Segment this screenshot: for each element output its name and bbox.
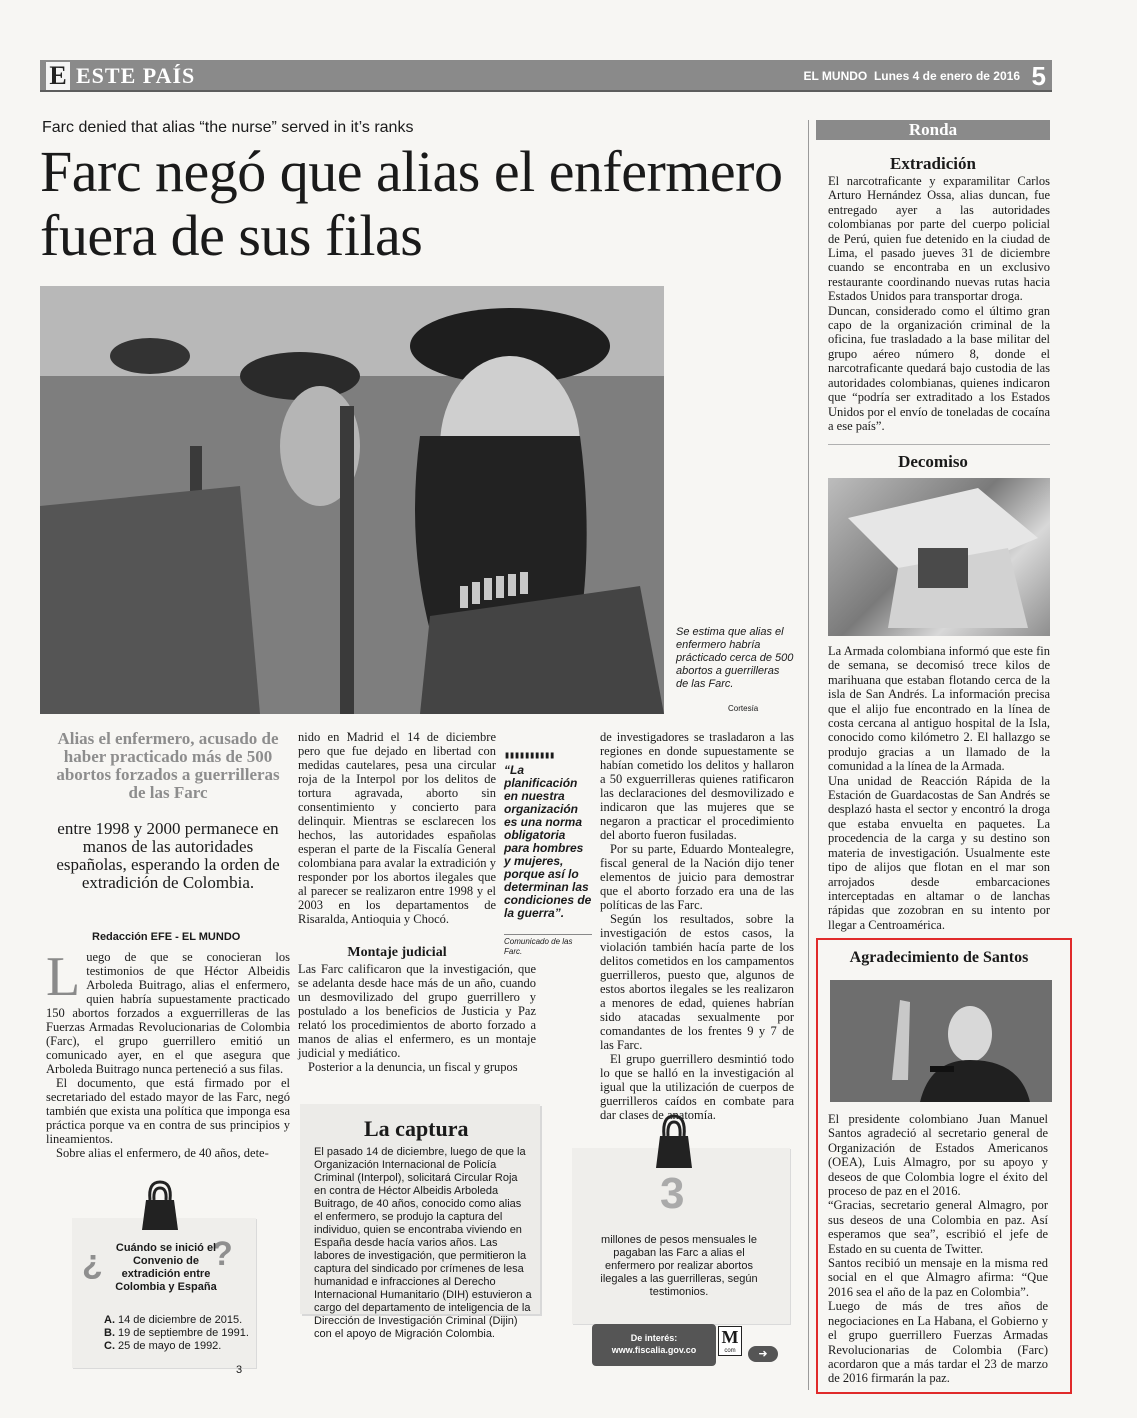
quote-ornament: ▮▮▮▮▮▮▮▮▮▮	[504, 750, 555, 761]
article-paragraph: nido en Madrid el 14 de diciembre pero que fue dejado en libertad con medidas cautelares, pesa una circular roja de la Interpol por los delitos de tortura agravada, aborto sin consentimiento y concierto para delinquir. Mientras se esclarecen los hechos, las autoridades españolas esperan el parte de la Fiscalía General colombiana para avalar la extradición y responder por los abortos ilegales que al parecer se realizaron entre 1998 y el 2003 en los departamentos de Risaralda, Antioquia y Chocó.	[298, 730, 496, 926]
article-paragraph: Posterior a la denuncia, un fiscal y grupos	[308, 1060, 518, 1074]
article-deck: entre 1998 y 2000 permanece en manos de las autoridades españolas, esperando la orden de extradición de Colombia.	[56, 819, 280, 892]
package-illustration	[828, 478, 1050, 636]
santos-photo	[830, 980, 1052, 1102]
article-paragraph: Por su parte, Eduardo Montealegre, fiscal general de la Nación dijo tener elementos de juicio para demostrar que el aborto forzado era una de las políticas de las Farc.	[600, 842, 794, 912]
santos-text	[828, 1112, 1048, 1386]
side-paragraph: El presidente colombiano Juan Manuel Santos agradeció al secretario general de Organización de Estados Americanos (OEA), Luis Almagro, por su apoyo y deseos de que Colombia logre el éxito del proceso de paz en el 2016.	[828, 1112, 1048, 1199]
article-photo	[40, 286, 664, 714]
article-paragraph: El grupo guerrillero desmintió todo lo que se halló en la investigación al igual que la utilización de cuerpos de guerrilleros caídos en combate para dar clases de anatomía.	[600, 1052, 794, 1122]
byline: Redacción EFE - EL MUNDO	[92, 931, 241, 943]
decomiso-text	[828, 644, 1050, 932]
santos-title: Agradecimiento de Santos	[849, 949, 1029, 966]
side-paragraph: Una unidad de Reacción Rápida de la Estación de Guardacostas de San Andrés se desplazó hasta el sector y encontró la droga que estaba envuelta en paquetes. La procedencia de la carga y su destino son materia de investigación. Usualmente este tipo de alijos que flotan en el mar son arrojados desde embarcaciones interceptadas en altamar o de lanchas rápidas que zozobran en su intento por llegar a Centroamérica.	[828, 773, 1050, 932]
interest-link[interactable]	[592, 1324, 716, 1366]
article-column-2	[298, 730, 496, 926]
article-column-2b	[298, 962, 536, 1074]
pull-quote	[504, 750, 592, 920]
pull-quote-text: “La planificación en nuestra organización es una norma obligatoria para hombres y mujeres, porque así lo determinan las condiciones de la guerra”.	[504, 763, 592, 920]
question-mark-close-icon: ?	[212, 1235, 233, 1273]
quiz-question: Cuándo se inició el Convenio de extradición entre Colombia y España	[115, 1242, 217, 1293]
quiz-option: B. 19 de septiembre de 1991.	[104, 1327, 249, 1339]
article-column-3	[600, 730, 794, 1122]
side-paragraph: Santos recibió un mensaje en la misma red social en el que Almagro afirma: “Que 2016 sea el año de la paz en Colombia”.	[828, 1256, 1048, 1299]
side-paragraph: El narcotraficante y exparamilitar Carlos Arturo Hernández Ossa, alias duncan, fue entregado ayer a las autoridades colombianas por parte del cuerpo policial de Perú, quien fue detenido en la ciudad de Lima, el pasado jueves 31 de diciembre cuando se encontraba en un exclusivo restaurante coordinando nuevas rutas hacia Estados Unidos para transportar droga.	[828, 174, 1050, 304]
article-headline: Farc negó que alias el enfermero fuera de sus filas	[40, 139, 783, 268]
masthead	[40, 60, 1052, 92]
interest-url[interactable]: www.fiscalia.gov.co	[611, 1345, 697, 1355]
extradicion-text	[828, 174, 1050, 433]
extradicion-title: Extradición	[890, 154, 976, 173]
article-paragraph: de investigadores se trasladaron a las regiones en donde supuestamente se habían cometido los delitos y hallaron a 50 exguerrilleras quienes ratificaron las declaraciones del desmovilizado e indicaron que las mujeres que se negaron a practicar el procedimiento del aborto fueron fusiladas.	[600, 730, 794, 842]
article-kicker: Farc denied that alias “the nurse” served in it’s ranks	[42, 119, 414, 136]
masthead-meta	[803, 68, 1020, 84]
photo-illustration	[40, 286, 664, 714]
section-divider	[828, 444, 1050, 445]
page-number: 5	[1031, 61, 1046, 91]
ronda-header: Ronda	[816, 120, 1050, 140]
section-logo: E	[46, 62, 70, 90]
captura-title: La captura	[364, 1116, 469, 1141]
column-divider	[808, 120, 809, 1390]
drop-cap: L	[46, 946, 81, 1008]
stat-number: 3	[660, 1169, 685, 1218]
logo-letter: M	[721, 1327, 739, 1347]
portrait-illustration	[830, 980, 1052, 1102]
binder-clip-icon	[138, 1176, 182, 1232]
interest-label: De interés:	[630, 1333, 678, 1343]
side-paragraph: Duncan, considerado como el último gran capo de la organización criminal de la oficina, fue trasladado a la base militar del grupo aéreo número 8, donde el narcotraficante quedará bajo custodia de las autoridades colombianas, quienes indicaron que “podría ser extraditado a los Estados Unidos por el envío de toneladas de cocaína a ese país”.	[828, 303, 1050, 433]
section-name: ESTE PAÍS	[76, 63, 196, 88]
binder-clip-icon	[652, 1110, 696, 1170]
decomiso-title: Decomiso	[898, 452, 968, 471]
photo-caption: Se estima que alias el enfermero habría prácticado cerca de 500 abortos a guerrilleras de las Farc.	[676, 626, 794, 690]
article-paragraph: Sobre alias el enfermero, de 40 años, dete-	[56, 1146, 269, 1160]
paper-name: EL MUNDO	[803, 69, 868, 83]
quiz-option: C. 25 de mayo de 1992.	[104, 1340, 222, 1352]
quiz-options	[104, 1314, 249, 1353]
issue-date: Lunes 4 de enero de 2016	[873, 69, 1020, 83]
captura-body: El pasado 14 de diciembre, luego de que la Organización Internacional de Policía Criminal (Interpol), solicitará Circular Roja en contra de Héctor Albeidis Arboleda Buitrago, de 40 años, conocido como alias el enfermero, se produjo la captura del individuo, quien se encontraba viviendo en España desde hacía varios años. Las labores de investigación, que permitieron la captura del sindicado por crímenes de lesa humanidad e infracciones al Derecho Internacional Humanitario (DIH) estuvieron a cargo del departamento de inteligencia de la Dirección de Investigación Criminal (Dijin) con el apoyo de Migración Colombia.	[314, 1146, 532, 1340]
pull-quote-source: Comunicado de las Farc.	[504, 934, 592, 957]
logo-sub: com	[724, 1348, 736, 1354]
article-paragraph: Las Farc calificaron que la investigación, que se adelanta desde hace más de un año, cuando un desmovilizado del grupo guerrillero y postulado a los beneficios de Justicia y Paz relató los procedimientos de aborto forzado a manos de alias el enfermero, es un montaje judicial y mediático.	[298, 962, 536, 1060]
decomiso-photo	[828, 478, 1050, 636]
quiz-option: A. 14 de diciembre de 2015.	[104, 1314, 243, 1326]
stat-text: millones de pesos mensuales le pagaban las Farc a alias el enfermero por realizar abortos ilegales a las guerrilleras, según testimonios.	[600, 1234, 758, 1298]
photo-credit: Cortesía	[728, 704, 759, 713]
article-paragraph: uego de que se conocieran los testimonios de que Héctor Albeidis Arboleda Buitrago, alias el enfermero, quien habría supuestamente practicado 150 abortos forzados a exguerrilleras de las Fuerzas Armadas Revolucionarias de Colombia (Farc), el grupo guerrillero emitió un comunicado ayer, en el que asegura que Arboleda Buitrago nunca perteneció a sus filas.	[46, 950, 290, 1076]
side-paragraph: La Armada colombiana informó que este fin de semana, se decomisó trece kilos de marihuana que estaban flotando cerca de la isla de San Andrés. La información precisa que el alijo fue encontrado en la línea de costa cercana al antiguo hospital de la Isla, conocido como kilómetro 2. El hallazgo se produjo gracias a un llamado de la comunidad a la línea de la Armada.	[828, 644, 1050, 774]
el-mundo-logo	[718, 1326, 742, 1356]
article-paragraph: El documento, que está firmado por el secretariado del estado mayor de las Farc, negó también que exista una política que imponga esa práctica porque va en contra de sus principios y lineamientos.	[46, 1076, 290, 1146]
article-deck-highlight: Alias el enfermero, acusado de haber practicado más de 500 abortos forzados a guerrilleras de las Farc	[56, 729, 280, 802]
article-paragraph: Según los resultados, sobre la investigación de estos casos, la violación también hacía parte de los delitos cometidos en los campamentos guerrilleros, puesto que, algunos de estos abortos ilegales se les realizaron a menores de edad, quienes habrían sido atacadas sexualmente por comandantes de los frentes 9 y 7 de las Farc.	[600, 912, 794, 1052]
quiz-answer: 3	[236, 1364, 243, 1376]
side-paragraph: “Gracias, secretario general Almagro, por sus deseos de una Colombia en paz. Así esperamos que sea”, escribió el jefe de Estado en su cuenta de Twitter.	[828, 1198, 1048, 1256]
article-column-1	[46, 946, 290, 1160]
question-mark-open-icon: ¿	[82, 1243, 103, 1281]
arrow-right-icon[interactable]: ➜	[748, 1346, 778, 1362]
side-paragraph: Luego de más de tres años de negociaciones en La Habana, el Gobierno y el grupo guerrillero Fuerzas Armadas Revolucionarias de Colombia (Farc) acordaron que a más tardar el 23 de marzo de 2016 firmarán la paz.	[828, 1299, 1048, 1386]
subhead: Montaje judicial	[347, 945, 447, 960]
